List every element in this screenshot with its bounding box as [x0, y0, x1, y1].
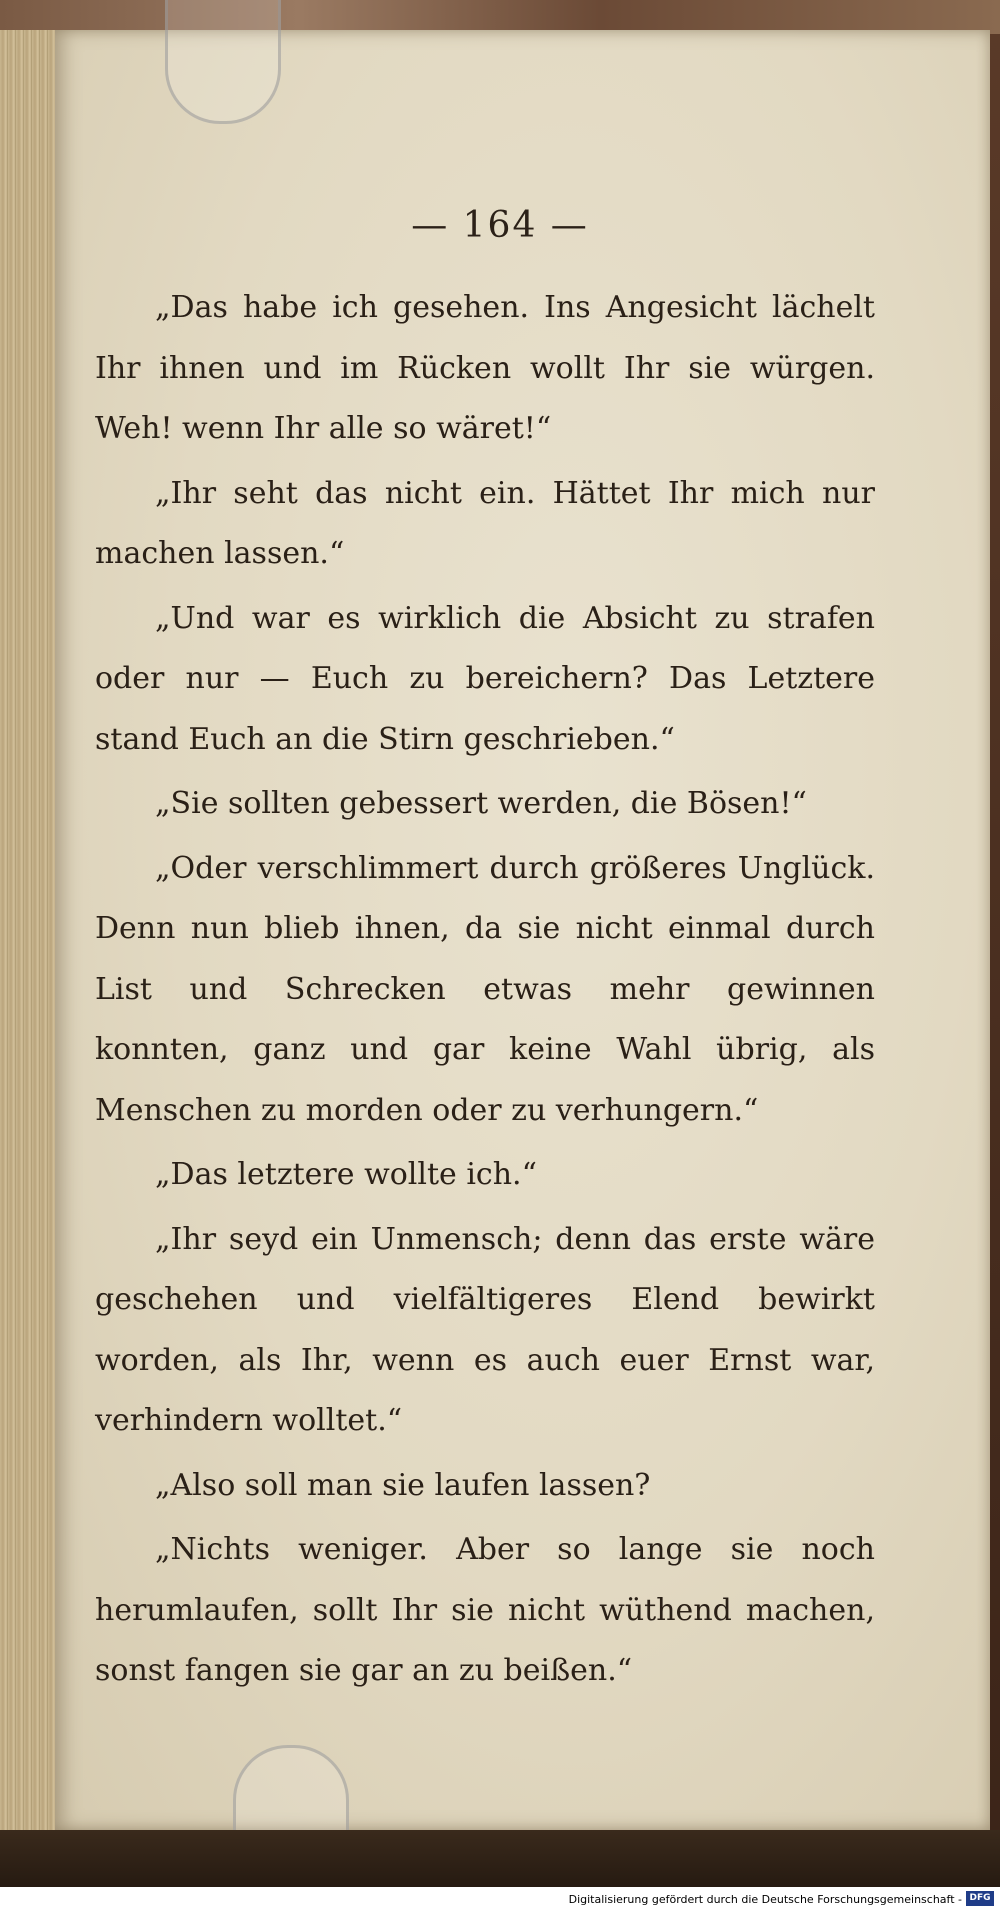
paragraph-7: „Ihr seyd ein Unmensch; denn das erste wäre geschehen und vielfältigeres Elend bewirkt worden, als Ihr, wenn es auch euer Ernst war, verhindern wolltet.“: [95, 1221, 875, 1438]
paragraph-9: „Nichts weniger. Aber so lange sie noch herumlaufen, sollt Ihr sie nicht wüthend machen, sonst fangen sie gar an zu beißen.“: [95, 1532, 875, 1688]
page-clip-top: [165, 0, 281, 124]
paragraph-1: „Das habe ich gesehen. Ins Angesicht lächelt Ihr ihnen und im Rücken wollt Ihr sie würgen. Weh! wenn Ihr alle so wäret!“: [95, 290, 875, 446]
paragraph-2: „Ihr seht das nicht ein. Hättet Ihr mich nur machen lassen.“: [95, 475, 875, 571]
digitization-credit: Digitalisierung gefördert durch die Deutsche Forschungsgemeinschaft -: [568, 1893, 962, 1906]
paragraph-3: „Und war es wirklich die Absicht zu strafen oder nur — Euch zu bereichern? Das Letztere stand Euch an die Stirn geschrieben.“: [95, 600, 875, 757]
paragraph-8: „Also soll man sie laufen lassen?: [155, 1467, 651, 1503]
body-text: [95, 278, 875, 1702]
page-number: — 164 —: [411, 205, 589, 246]
paragraph-4: „Sie sollten gebessert werden, die Bösen!“: [155, 786, 807, 821]
book-top-edge: [0, 0, 1000, 34]
footer-strip: [0, 1887, 1000, 1909]
paragraph-6: „Das letztere wollte ich.“: [155, 1157, 537, 1192]
dfg-logo-icon: DFG: [966, 1891, 994, 1906]
paragraph-5: „Oder verschlimmert durch größeres Unglück. Denn nun blieb ihnen, da sie nicht einmal durch List und Schrecken etwas mehr gewinnen konnten, ganz und gar keine Wahl übrig, als Menschen zu morden oder zu verhungern.“: [95, 850, 875, 1128]
